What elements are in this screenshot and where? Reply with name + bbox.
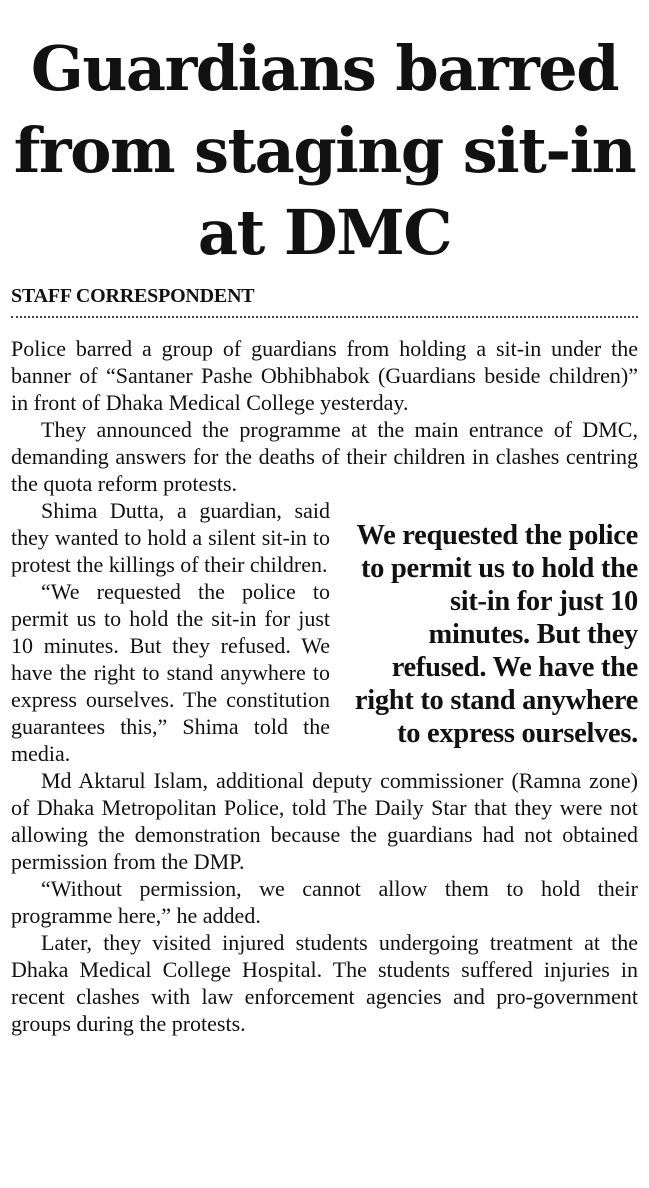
paragraph: Later, they visited injured students undergoing treatment at the Dhaka Medical College Hospital. The students suffered injuries in recent clashes with law enforcement agencies and pro-government groups during the protests. [11,930,638,1036]
paragraph: Police barred a group of guardians from holding a sit-in under the banner of “Santaner Pashe Obhibhabok (Guardians beside children)” in front of Dhaka Medical College yesterday. [11,336,638,415]
article-body [11,335,638,1037]
byline: STAFF CORRESPONDENT [11,285,255,307]
pull-quote: We requested the police to permit us to hold the sit-in for just 10 minutes. But they refused. We have the right to stand anywhere to express ourselves. [354,520,638,749]
dotted-divider [11,316,638,318]
paragraph: They announced the programme at the main entrance of DMC, demanding answers for the deaths of their children in clashes centring the quota reform protests. [11,417,638,496]
paragraph: “We requested the police to permit us to hold the sit-in for just 10 minutes. But they refused. We have the right to stand anywhere to express ourselves. The constitution guarantees this,” Shima told the media. [11,579,330,766]
article-headline: Guardians barred from staging sit-in at DMC [13,32,636,269]
paragraph: Shima Dutta, a guardian, said they wanted to hold a silent sit-in to protest the killings of their children. [11,498,330,577]
paragraph: “Without permission, we cannot allow them to hold their programme here,” he added. [11,876,638,928]
paragraph: Md Aktarul Islam, additional deputy commissioner (Ramna zone) of Dhaka Metropolitan Police, told The Daily Star that they were not allowing the demonstration because the guardians had not obtained permission from the DMP. [11,768,638,874]
